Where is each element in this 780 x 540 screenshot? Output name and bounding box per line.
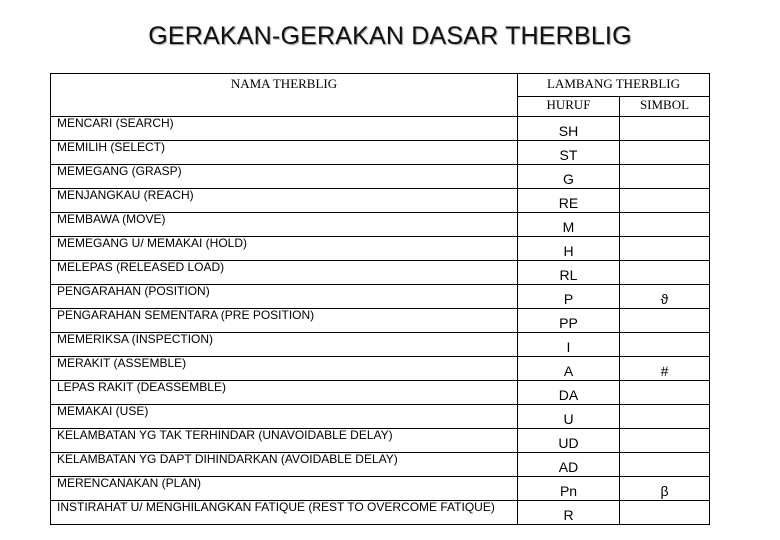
therblig-name-cell: MEMEGANG U/ MEMAKAI (HOLD) [51,237,518,261]
therblig-code-cell: A [518,357,620,381]
therblig-symbol-cell [620,117,710,141]
therblig-code-cell: M [518,213,620,237]
therblig-name-cell: MEMERIKSA (INSPECTION) [51,333,518,357]
table-row [51,189,710,213]
therblig-code-cell: I [518,333,620,357]
therblig-code-cell: RE [518,189,620,213]
therblig-name-cell: MEMEGANG (GRASP) [51,165,518,189]
therblig-symbol-cell [620,429,710,453]
header-nama-therblig: NAMA THERBLIG [51,74,518,117]
therblig-table [50,73,710,525]
table-row [51,141,710,165]
therblig-code-cell: R [518,501,620,525]
therblig-symbol-cell [620,381,710,405]
therblig-symbol-cell [620,405,710,429]
table-row [51,237,710,261]
therblig-symbol-cell [620,261,710,285]
therblig-code-cell: G [518,165,620,189]
therblig-symbol-cell: # [620,357,710,381]
therblig-name-cell: MENCARI (SEARCH) [51,117,518,141]
therblig-name-cell: MENJANGKAU (REACH) [51,189,518,213]
therblig-name-cell: MERENCANAKAN (PLAN) [51,477,518,501]
therblig-code-cell: SH [518,117,620,141]
therblig-symbol-cell [620,453,710,477]
table-row [51,285,710,309]
therblig-symbol-cell: β [620,477,710,501]
therblig-code-cell: PP [518,309,620,333]
page-title: GERAKAN-GERAKAN DASAR THERBLIG [148,22,632,50]
therblig-name-cell: LEPAS RAKIT (DEASSEMBLE) [51,381,518,405]
table-row [51,261,710,285]
table-row [51,405,710,429]
therblig-code-cell: P [518,285,620,309]
table-row [51,333,710,357]
table-row [51,453,710,477]
table-row [51,477,710,501]
therblig-code-cell: ST [518,141,620,165]
therblig-symbol-cell [620,141,710,165]
therblig-symbol-cell [620,237,710,261]
header-huruf: HURUF [518,97,620,117]
therblig-code-cell: U [518,405,620,429]
therblig-symbol-cell [620,213,710,237]
table-row [51,357,710,381]
therblig-code-cell: H [518,237,620,261]
table-row [51,381,710,405]
therblig-symbol-cell [620,189,710,213]
therblig-name-cell: PENGARAHAN SEMENTARA (PRE POSITION) [51,309,518,333]
therblig-symbol-cell [620,501,710,525]
therblig-symbol-cell [620,333,710,357]
therblig-code-cell: DA [518,381,620,405]
header-lambang-therblig: LAMBANG THERBLIG [518,74,710,97]
therblig-name-cell: PENGARAHAN (POSITION) [51,285,518,309]
therblig-name-cell: MELEPAS (RELEASED LOAD) [51,261,518,285]
therblig-name-cell: MEMILIH (SELECT) [51,141,518,165]
therblig-name-cell: KELAMBATAN YG DAPT DIHINDARKAN (AVOIDABLE DELAY) [51,453,518,477]
table-body [51,117,710,525]
table-row [51,429,710,453]
therblig-code-cell: AD [518,453,620,477]
table-row [51,165,710,189]
header-simbol: SIMBOL [620,97,710,117]
therblig-symbol-cell: ϑ [620,285,710,309]
therblig-code-cell: UD [518,429,620,453]
table-row [51,117,710,141]
therblig-code-cell: Pn [518,477,620,501]
table-row [51,501,710,525]
table-row [51,213,710,237]
therblig-symbol-cell [620,309,710,333]
therblig-name-cell: MEMBAWA (MOVE) [51,213,518,237]
therblig-name-cell: MERAKIT (ASSEMBLE) [51,357,518,381]
therblig-code-cell: RL [518,261,620,285]
therblig-name-cell: INSTIRAHAT U/ MENGHILANGKAN FATIQUE (REST TO OVERCOME FATIQUE) [51,501,518,525]
therblig-name-cell: MEMAKAI (USE) [51,405,518,429]
therblig-name-cell: KELAMBATAN YG TAK TERHINDAR (UNAVOIDABLE DELAY) [51,429,518,453]
therblig-symbol-cell [620,165,710,189]
table-row [51,309,710,333]
